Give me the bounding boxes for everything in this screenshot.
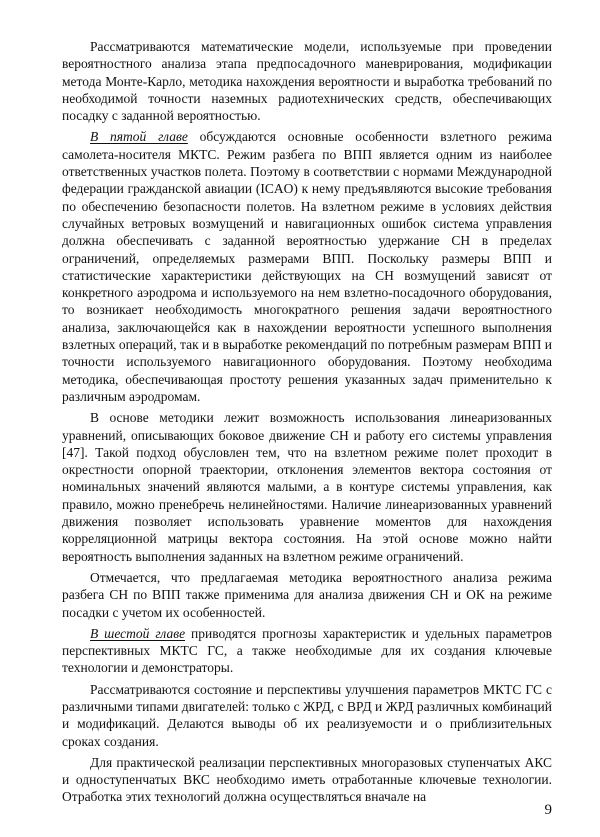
paragraph-3 [62,409,552,565]
paragraph-6-text: Рассматриваются состояние и перспективы улучшения параметров МКТС ГС с различными типами двигателей: только с ЖРД, с ВРД и ЖРД различных комбинаций и модификаций. Делаются выводы об их реализуемости и о приблизительных сроках создания. [62,681,552,749]
paragraph-4 [62,569,552,621]
paragraph-6 [62,681,552,750]
paragraph-4-text: Отмечается, что предлагаемая методика вероятностного анализа режима разбега СН по ВПП также применима для анализа движения СН и ОК на режиме посадки с учетом их особенностей. [62,569,552,620]
paragraph-7 [62,754,552,806]
paragraph-5 [62,625,552,677]
body-text [62,38,552,810]
paragraph-2-text: обсуждаются основные особенности взлетного режима самолета-носителя МКТС. Режим разбега по ВПП является одним из наиболее ответственных участков полета. Поэтому в соответствии с нормами Международной федерации гражданской авиации (ICAO) к нему предъявляются высокие требования по обеспечению безопасности полетов. На взлетном режиме в условиях действия случайных ветровых возмущений и навигационных ошибок система управления должна обеспечивать с заданной вероятностью удержание СН в пределах ограничений, определяемых размерами ВПП. Поскольку размеры ВПП и статистические характеристики действующих на СН возмущений зависят от конкретного аэродрома и используемого на нем взлетно-посадочного оборудования, то возникает необходимость многократного решения задачи вероятностного анализа, заключающейся как в нахождении вероятности успешного выполнения взлетных операций, так и в выработке рекомендаций по потребным размерам ВПП и точности используемого навигационного оборудования. Поэтому необходима методика, обеспечивающая простоту решения указанных задач применительно к различным аэродромам. [62,129,553,404]
paragraph-5-text: приводятся прогнозы характеристик и удельных параметров перспективных МКТС ГС, а также необходимые для их создания ключевые технологии и демонстраторы. [62,625,552,676]
paragraph-3-text: В основе методики лежит возможность использования линеаризованных уравнений, описывающих боковое движение СН и работу его системы управления [47]. Такой подход обусловлен тем, что на взлетном режиме полет проходит в окрестности опорной траектории, отклонения элементов вектора состояния от номинальных значений являются малыми, а в контуре системы управления, как правило, можно пренебречь нелинейностями. Наличие линеаризованных уравнений движения позволяет использовать уравнение моментов для нахождения корреляционной матрицы вектора состояния. На этой основе можно найти вероятность выполнения заданных на взлетном режиме ограничений. [62,410,552,564]
paragraph-7-text: Для практической реализации перспективных многоразовых ступенчатых АКС и одноступенчатых ВКС необходимо иметь отработанные ключевые технологии. Отработка этих технологий должна осуществляться вначале на [62,754,552,805]
page-number: 9 [544,802,552,818]
paragraph-1 [62,38,552,124]
paragraph-2 [62,128,552,405]
paragraph-1-text: Рассматриваются математические модели, используемые при проведении вероятностного анализа этапа предпосадочного маневрирования, модификации метода Монте-Карло, методика нахождения вероятности и выработка требований по необходимой точности наземных радиотехнических средств, обеспечивающих посадку с заданной вероятностью. [62,39,552,124]
chapter-five-reference: В пятой главе [90,129,188,145]
chapter-six-reference: В шестой главе [90,625,186,641]
